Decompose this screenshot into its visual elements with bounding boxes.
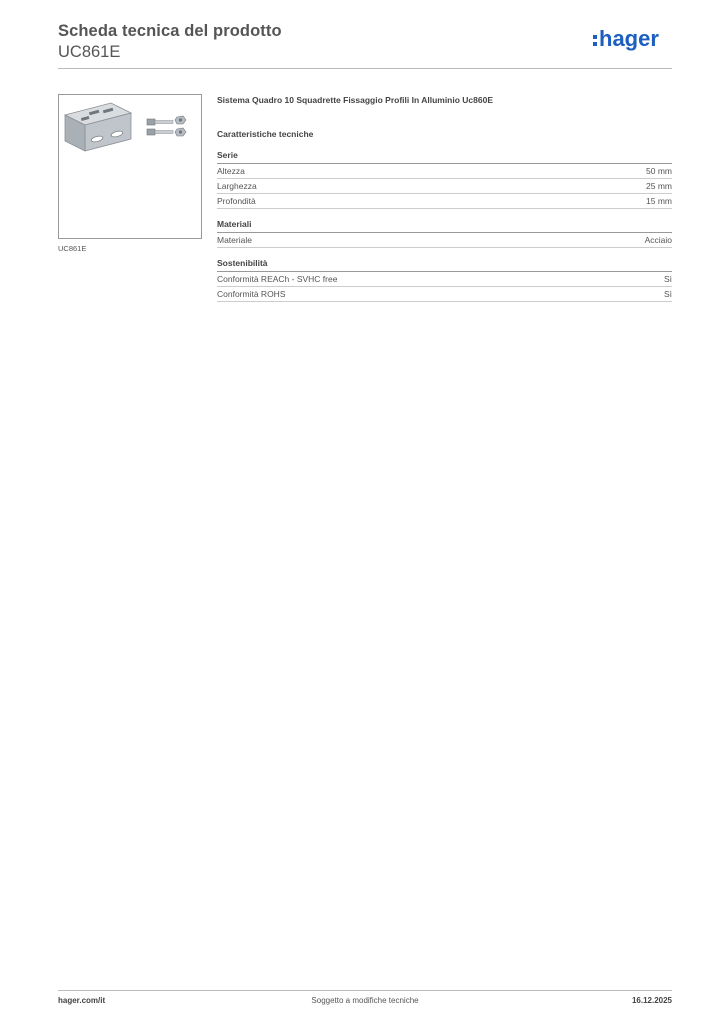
website-link[interactable]: hager.com/it xyxy=(58,996,106,1005)
footer-divider xyxy=(58,990,672,991)
spec-value: 50 mm xyxy=(646,166,672,176)
product-image xyxy=(58,94,202,239)
spec-label: Conformità REACh - SVHC free xyxy=(217,274,338,284)
footer-date: 16.12.2025 xyxy=(631,996,672,1005)
bracket-illustration xyxy=(59,95,201,238)
product-code: UC861E xyxy=(58,43,121,61)
spec-value: 25 mm xyxy=(646,181,672,191)
spec-row xyxy=(217,287,672,302)
logo-text: hager xyxy=(599,26,659,51)
product-details xyxy=(217,94,672,302)
spec-label: Conformità ROHS xyxy=(217,289,286,299)
spec-row xyxy=(217,179,672,194)
spec-value: Acciaio xyxy=(644,235,672,245)
spec-label: Profondità xyxy=(217,196,256,206)
spec-row xyxy=(217,194,672,209)
spec-value: Sì xyxy=(663,289,672,299)
hager-logo xyxy=(592,26,672,52)
document-title: Scheda tecnica del prodotto xyxy=(58,22,282,40)
spec-group-title: Sostenibilità xyxy=(217,258,672,272)
spec-row xyxy=(217,272,672,287)
page-footer xyxy=(58,996,672,1010)
page-header xyxy=(58,20,672,68)
header-divider xyxy=(58,68,672,69)
footer-notice: Soggetto a modifiche tecniche xyxy=(311,996,419,1005)
product-image-caption: UC861E xyxy=(58,244,87,253)
spec-label: Larghezza xyxy=(217,181,257,191)
spec-row xyxy=(217,164,672,179)
spec-group-sostenibilita xyxy=(217,258,672,302)
spec-row xyxy=(217,233,672,248)
spec-value: 15 mm xyxy=(646,196,672,206)
spec-group-title: Serie xyxy=(217,150,672,164)
spec-label: Materiale xyxy=(217,235,252,245)
spec-label: Altezza xyxy=(217,166,245,176)
spec-group-title: Materiali xyxy=(217,219,672,233)
spec-group-materiali xyxy=(217,219,672,248)
spec-value: Sì xyxy=(663,274,672,284)
spec-group-serie xyxy=(217,150,672,209)
product-name: Sistema Quadro 10 Squadrette Fissaggio Profili In Alluminio Uc860E xyxy=(217,95,494,105)
specs-heading: Caratteristiche tecniche xyxy=(217,129,314,139)
